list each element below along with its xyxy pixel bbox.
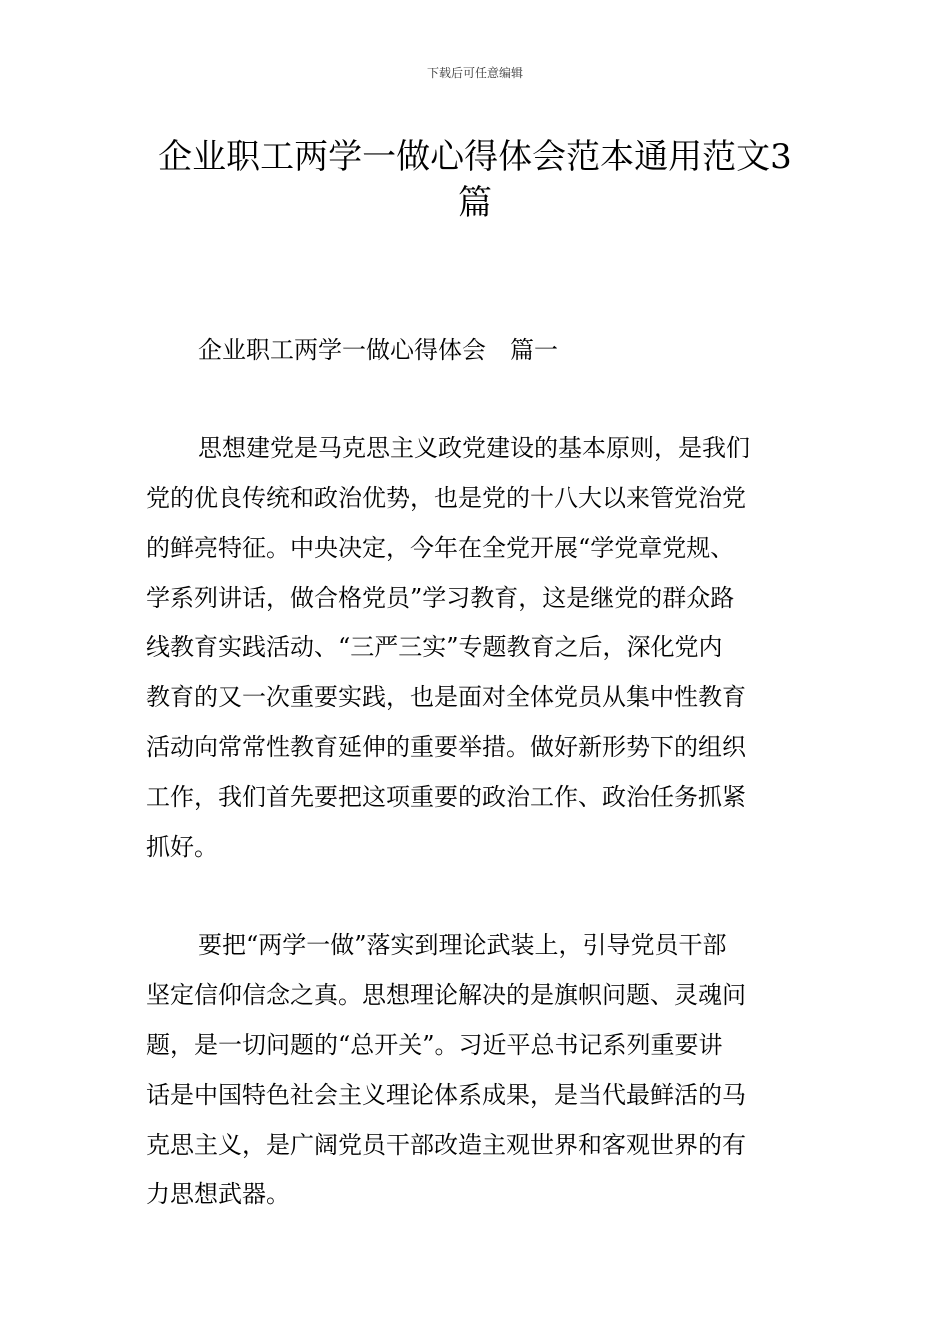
paragraph-2-line: 话是中国特色社会主义理论体系成果，是当代最鲜活的马 bbox=[146, 1081, 746, 1109]
paragraph-1-line: 抓好。 bbox=[146, 833, 218, 861]
document-title bbox=[140, 134, 810, 226]
paragraph-2-line: 要把“两学一做”落实到理论武装上，引导党员干部 bbox=[198, 931, 727, 959]
paragraph-1-line: 学系列讲话，做合格党员”学习教育，这是继党的群众路 bbox=[146, 584, 735, 612]
paragraph-1-line: 思想建党是马克思主义政党建设的基本原则，是我们 bbox=[198, 434, 750, 462]
paragraph-2-line: 克思主义，是广阔党员干部改造主观世界和客观世界的有 bbox=[146, 1131, 746, 1159]
paragraph-2-line: 坚定信仰信念之真。思想理论解决的是旗帜问题、灵魂问 bbox=[146, 981, 746, 1009]
paragraph-1-line: 的鲜亮特征。中央决定，今年在全党开展“学党章党规、 bbox=[146, 534, 735, 562]
paragraph-2-line: 题，是一切问题的“总开关”。习近平总书记系列重要讲 bbox=[146, 1031, 723, 1059]
title-line-1: 企业职工两学一做心得体会范本通用范文3 bbox=[158, 137, 792, 177]
paragraph-2-line: 力思想武器。 bbox=[146, 1180, 290, 1208]
paragraph-1-line: 活动向常常性教育延伸的重要举措。做好新形势下的组织 bbox=[146, 733, 746, 761]
paragraph-1-line: 教育的又一次重要实践，也是面对全体党员从集中性教育 bbox=[146, 683, 746, 711]
title-line-2: 篇 bbox=[458, 183, 492, 223]
paragraph-1-line: 工作，我们首先要把这项重要的政治工作、政治任务抓紧 bbox=[146, 783, 746, 811]
section-heading: 企业职工两学一做心得体会 篇一 bbox=[198, 336, 558, 364]
download-note: 下载后可任意编辑 bbox=[426, 66, 523, 80]
paragraph-1-line: 线教育实践活动、“三严三实”专题教育之后，深化党内 bbox=[146, 633, 723, 661]
paragraph-1-line: 党的优良传统和政治优势，也是党的十八大以来管党治党 bbox=[146, 484, 746, 512]
